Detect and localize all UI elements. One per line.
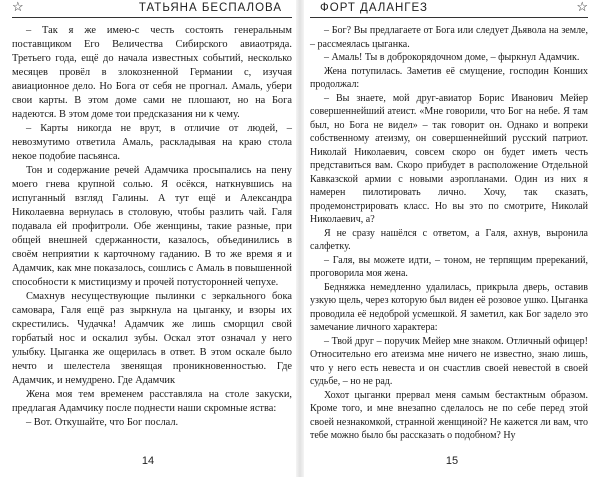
book-gutter — [296, 0, 304, 477]
paragraph: – Твой друг – поручик Мейер мне знаком. Отличный офицер! Относительно его атеизма мне ничего не известно, знаю лишь, что у него есть невеста и он счастлив своей невестой в своей судьбе, – но не рад. — [310, 335, 588, 387]
paragraph: – Вы знаете, мой друг-авиатор Борис Иванович Мейер совершеннейший атеист. «Мне говорили, что Бог на небе. Я там был, но Бога не видел» – так говорит он. Однако и вопреки собственному атеизму, он совершеннейший русский патриот. Николай Николаевич, совсем скоро он будет иметь честь представиться вам. Скоро прибудет в расположение Отдельной Кавказской армии с новыми аэропланами. Один из них я намерен пилотировать лично. Хочу, так сказать, продемонстрировать класс. Но вы это по смотрите, Николай Николаевич, а? — [310, 92, 588, 225]
right-page — [304, 0, 600, 477]
paragraph: Тон и содержание речей Адамчика просыпались на пену моего гнева крупной солью. Я осёкся, наткнувшись на испуганный взгляд Галины. А тут ещё и Александра Николаевна вернулась в столовую, чтобы разлить чай. Галя подавала ей профитроли. Обе женщины, такие разные, при общей внешней сдержанности, казалось, объединились в своём неприятии к карточному гаданию. В то же время я и Адамчик, как мне показалось, сошлись с Амаль в повышенной способности к мистицизму и прочей потусторонней чепухе. — [12, 165, 292, 288]
star-ornament-icon: ☆ — [12, 0, 24, 14]
head-rule — [12, 17, 292, 18]
page-number: 15 — [445, 455, 459, 467]
paragraph: Хохот цыганки прервал меня самым бестактным образом. Кроме того, и мне внезапно сделалось не по себе перед этой своей незнакомкой, странной женщиной? Не кажется ли вам, что тебе можно было бы рассказать о подобном? Ну — [310, 389, 588, 441]
paragraph: Смахнув несуществующие пылинки с зеркального бока самовара, Галя ещё раз зыркнула на цыганку, и взоры их скрестились. Чудачка! Адамчик же лишь сморщил свой горбатый нос и оскалил зубы. Оскал этот означал у него улыбку. Цыганка же ощерилась в ответ. В этом оскале было нечто и шелестела звенящая проникновенностью. Где Адамчик, и немудрено. Где Адамчик — [12, 291, 292, 386]
page-number: 14 — [141, 455, 155, 467]
paragraph: – Карты никогда не врут, в отличие от людей, – невозмутимо ответила Амаль, раскладывая на краю стола некое подобие пасьянса. — [12, 123, 292, 162]
page-text — [310, 24, 588, 443]
running-head-title: ФОРТ ДАЛАНГЕЗ — [314, 2, 434, 14]
paragraph: Жена моя тем временем расставляла на столе закуски, предлагая Адамчику после поднести наши скромные яства: — [12, 389, 292, 414]
page-text — [12, 24, 292, 430]
paragraph: – Так я же имею-с честь состоять генеральным поставщиком Его Величества Сибирского авиаотряда. Третьего года, ещё до начала известных событий, несколько месяцев провёл в злокозненной Германии с, изучая авиационное дело. Но Бога от себя не прогнал. Амаль, убери свои карты. В этом доме сами не плошают, но на Бога надеются. В этом доме тои предсказания ни к чему. — [12, 25, 292, 120]
running-head — [310, 0, 588, 24]
running-head-author: ТАТЬЯНА БЕСПАЛОВА — [133, 2, 288, 14]
running-head — [12, 0, 292, 24]
paragraph: – Вот. Откушайте, что Бог послал. — [26, 417, 179, 428]
paragraph: – Амаль! Ты в доброкорядочном доме, – фыркнул Адамчик. — [324, 52, 580, 63]
paragraph: – Галя, вы можете идти, – тоном, не терпящим пререканий, проговорила моя жена. — [310, 254, 588, 279]
paragraph: Бедняжка немедленно удалилась, прикрыла дверь, оставив узкую щель, через которую был виден её розовое ушко. Цыганка проводила её недоброй усмешкой. Я заметил, как Бог задело это замечание личного характера: — [310, 281, 588, 333]
paragraph: – Бог? Вы предлагаете от Бога или следует Дьявола на земле, – рассмеялась цыганка. — [310, 25, 588, 50]
left-page — [0, 0, 296, 477]
star-ornament-icon: ☆ — [576, 0, 588, 14]
paragraph: Я не сразу нашёлся с ответом, а Галя, ахнув, выронила салфетку. — [310, 227, 588, 252]
paragraph: Жена потупилась. Заметив её смущение, господин Конших продолжал: — [310, 65, 588, 90]
head-rule — [310, 17, 588, 18]
